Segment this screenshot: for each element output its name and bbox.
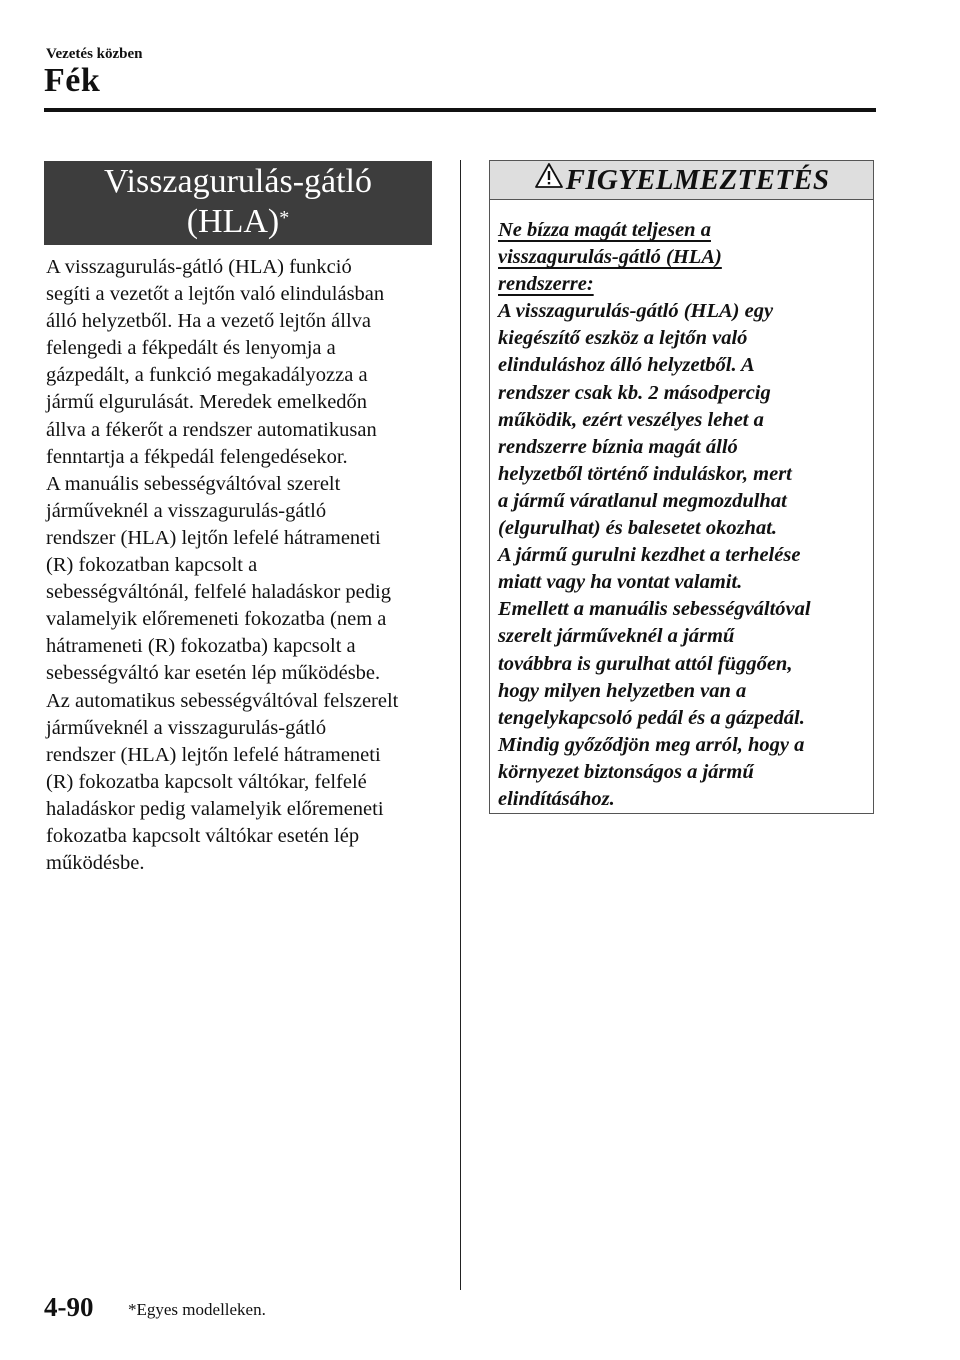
body-line: sebességváltó kar esetén lép működésbe.	[46, 662, 381, 685]
warning-line: elinduláshoz álló helyzetből. A	[498, 354, 755, 377]
section-title-line1: Visszagurulás-gátló	[104, 163, 372, 200]
body-line: járműveknél a visszagurulás-gátló	[46, 499, 327, 522]
warning-line: elindításához.	[498, 787, 615, 810]
column-divider	[460, 160, 461, 1290]
body-line: állva a fékerőt a rendszer automatikusan	[46, 418, 377, 441]
footnote-marker: *	[279, 207, 290, 229]
body-line: segíti a vezetőt a lejtőn való elindulásban	[46, 283, 385, 306]
warning-line: rendszer csak kb. 2 másodpercig	[498, 381, 771, 404]
body-line: sebességváltónál, felfelé haladáskor pedig	[46, 581, 391, 604]
warning-line: Emellett a manuális sebességváltóval	[498, 598, 811, 621]
warning-heading-line: Ne bízza magát teljesen a	[498, 219, 711, 241]
warning-line: helyzetből történő induláskor, mert	[498, 462, 792, 485]
warning-line: rendszerre bíznia magát álló	[498, 435, 738, 458]
warning-triangle-icon	[534, 162, 564, 194]
body-line: rendszer (HLA) lejtőn lefelé hátrameneti	[46, 526, 381, 549]
warning-line: a jármű váratlanul megmozdulhat	[498, 489, 787, 512]
header-rule	[44, 108, 876, 112]
body-line: rendszer (HLA) lejtőn lefelé hátrameneti	[46, 743, 381, 766]
section-title	[44, 161, 432, 245]
body-line: gázpedált, a funkció megakadályozza a	[46, 364, 368, 387]
body-line: fokozatba kapcsolt váltókar esetén lép	[46, 824, 360, 847]
warning-line: kiegészítő eszköz a lejtőn való	[498, 327, 748, 350]
footnote: *Egyes modelleken.	[128, 1300, 266, 1319]
warning-line: továbbra is gurulhat attól függően,	[498, 652, 793, 675]
body-line: (R) fokozatba kapcsolt váltókar, felfelé	[46, 770, 367, 793]
body-line: (R) fokozatban kapcsolt a	[46, 554, 258, 577]
warning-line: miatt vagy ha vontat valamit.	[498, 571, 743, 594]
page-number: 4-90	[44, 1292, 94, 1322]
warning-heading-line: rendszerre:	[498, 273, 594, 296]
warning-text	[498, 217, 868, 813]
warning-line: Mindig győződjön meg arról, hogy a	[498, 733, 805, 756]
warning-title: FIGYELMEZTETÉS	[565, 164, 830, 196]
warning-line: tengelykapcsoló pedál és a gázpedál.	[498, 706, 805, 729]
body-line: A manuális sebességváltóval szerelt	[46, 472, 341, 495]
body-line: működésbe.	[46, 852, 145, 875]
body-line: Az automatikus sebességváltóval felszerelt	[46, 689, 399, 712]
body-line: jármű elgurulását. Meredek emelkedőn	[46, 391, 368, 414]
warning-line: környezet biztonságos a jármű	[498, 760, 754, 783]
body-paragraph	[46, 254, 446, 877]
body-line: A visszagurulás-gátló (HLA) funkció	[46, 256, 352, 278]
body-line: felengedi a fékpedált és lenyomja a	[46, 337, 336, 360]
warning-heading-line: visszagurulás-gátló (HLA)	[498, 246, 722, 269]
warning-box	[489, 160, 874, 814]
body-line: fenntartja a fékpedál felengedésekor.	[46, 445, 348, 468]
warning-line: hogy milyen helyzetben van a	[498, 679, 747, 702]
body-line: valamelyik előremeneti fokozatba (nem a	[46, 608, 387, 631]
warning-header	[490, 161, 873, 200]
warning-line: működik, ezért veszélyes lehet a	[498, 408, 764, 431]
warning-line: (elgurulhat) és balesetet okozhat.	[498, 517, 778, 540]
warning-line: A visszagurulás-gátló (HLA) egy	[498, 300, 774, 323]
section-title-line2: (HLA)*	[186, 203, 290, 240]
body-line: álló helyzetből. Ha a vezető lejtőn állva	[46, 310, 372, 333]
body-line: hátrameneti (R) fokozatba) kapcsolt a	[46, 635, 356, 658]
warning-line: A jármű gurulni kezdhet a terhelése	[498, 544, 801, 567]
warning-line: szerelt járműveknél a jármű	[498, 625, 735, 648]
body-line: haladáskor pedig valamelyik előremeneti	[46, 797, 384, 820]
body-line: járműveknél a visszagurulás-gátló	[46, 716, 327, 739]
breadcrumb: Vezetés közben	[46, 46, 143, 62]
page-title: Fék	[44, 62, 101, 99]
